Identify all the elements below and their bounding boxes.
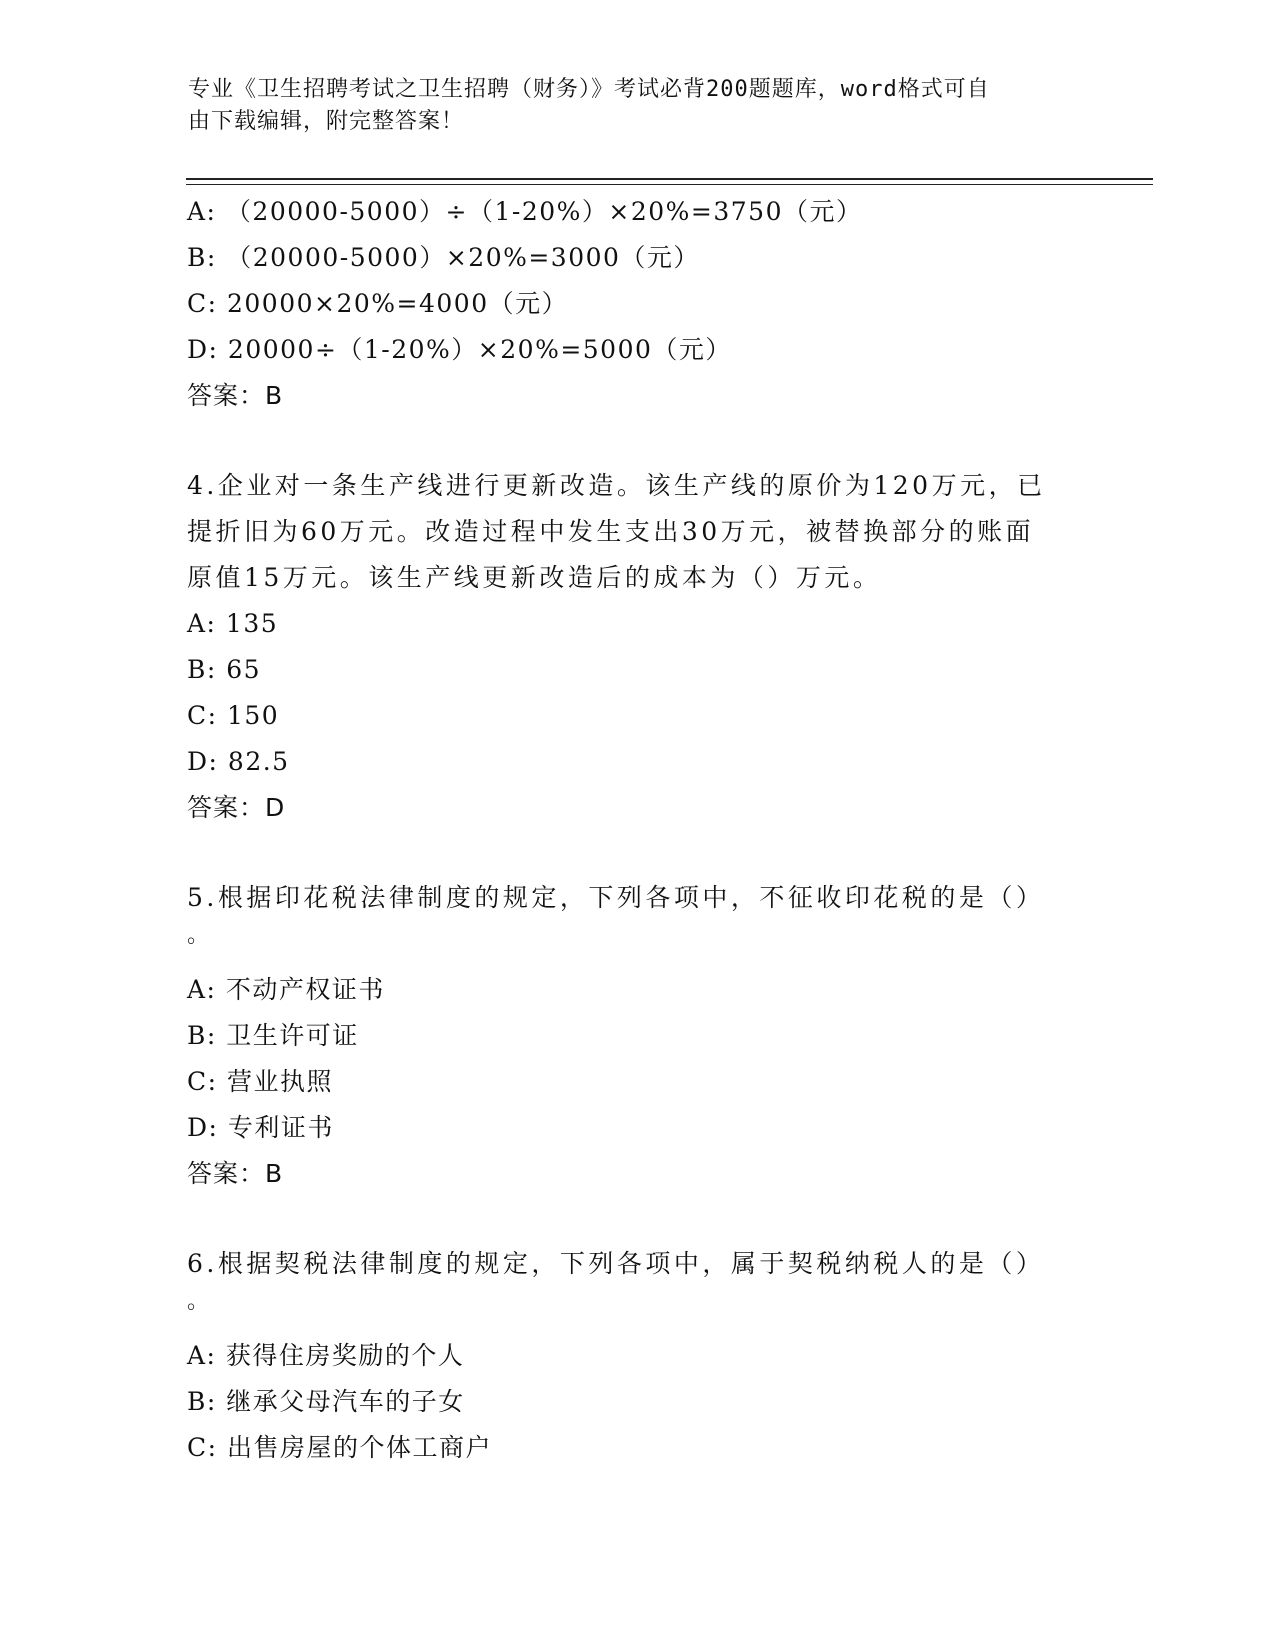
q4-answer: 答案：D [187,793,286,822]
spacer [187,1197,1067,1241]
q5-stem-line-2: 。 [187,923,210,948]
q4-stem-line-3: 原值15万元。该生产线更新改造后的成本为（）万元。 [187,563,882,592]
q4-option-c: C: 150 [187,701,280,730]
q3-answer: 答案：B [187,381,284,410]
question-6 [187,1241,1067,1471]
q3-option-d: D: 20000÷（1-20%）×20%=5000（元） [187,335,732,364]
header-line-2: 由下载编辑，附完整答案！ [188,109,465,134]
q5-option-c: C: 营业执照 [187,1067,333,1096]
q3-option-a: A: （20000-5000）÷（1-20%）×20%=3750（元） [187,197,863,226]
header-line-1: 专业《卫生招聘考试之卫生招聘（财务）》考试必背200题题库，word格式可自 [188,77,990,102]
q6-stem-line-2: 。 [187,1289,210,1314]
question-3 [187,189,1067,419]
q4-option-b: B: 65 [187,655,262,684]
q6-option-b: B: 继承父母汽车的子女 [187,1387,465,1416]
document-header [188,74,1068,138]
q4-option-d: D: 82.5 [187,747,290,776]
question-4 [187,463,1067,831]
question-content [187,189,1067,1471]
q3-option-c: C: 20000×20%=4000（元） [187,289,569,318]
q4-stem-line-1: 4.企业对一条生产线进行更新改造。该生产线的原价为120万元，已 [187,471,1046,500]
q5-option-a: A: 不动产权证书 [187,975,385,1004]
q6-option-a: A: 获得住房奖励的个人 [187,1341,465,1370]
header-rule-thin [186,184,1153,185]
q4-option-a: A: 135 [187,609,279,638]
q3-option-b: B: （20000-5000）×20%=3000（元） [187,243,700,272]
q5-answer: 答案：B [187,1159,284,1188]
q4-stem-line-2: 提折旧为60万元。改造过程中发生支出30万元，被替换部分的账面 [187,517,1035,546]
q5-option-b: B: 卫生许可证 [187,1021,359,1050]
q5-option-d: D: 专利证书 [187,1113,334,1142]
question-5 [187,875,1067,1197]
q6-stem-line-1: 6.根据契税法律制度的规定，下列各项中，属于契税纳税人的是（） [187,1249,1045,1278]
spacer [187,831,1067,875]
q5-stem-line-1: 5.根据印花税法律制度的规定，下列各项中，不征收印花税的是（） [187,883,1045,912]
spacer [187,419,1067,463]
header-rule-thick [186,178,1153,180]
q6-option-c: C: 出售房屋的个体工商户 [187,1433,492,1462]
